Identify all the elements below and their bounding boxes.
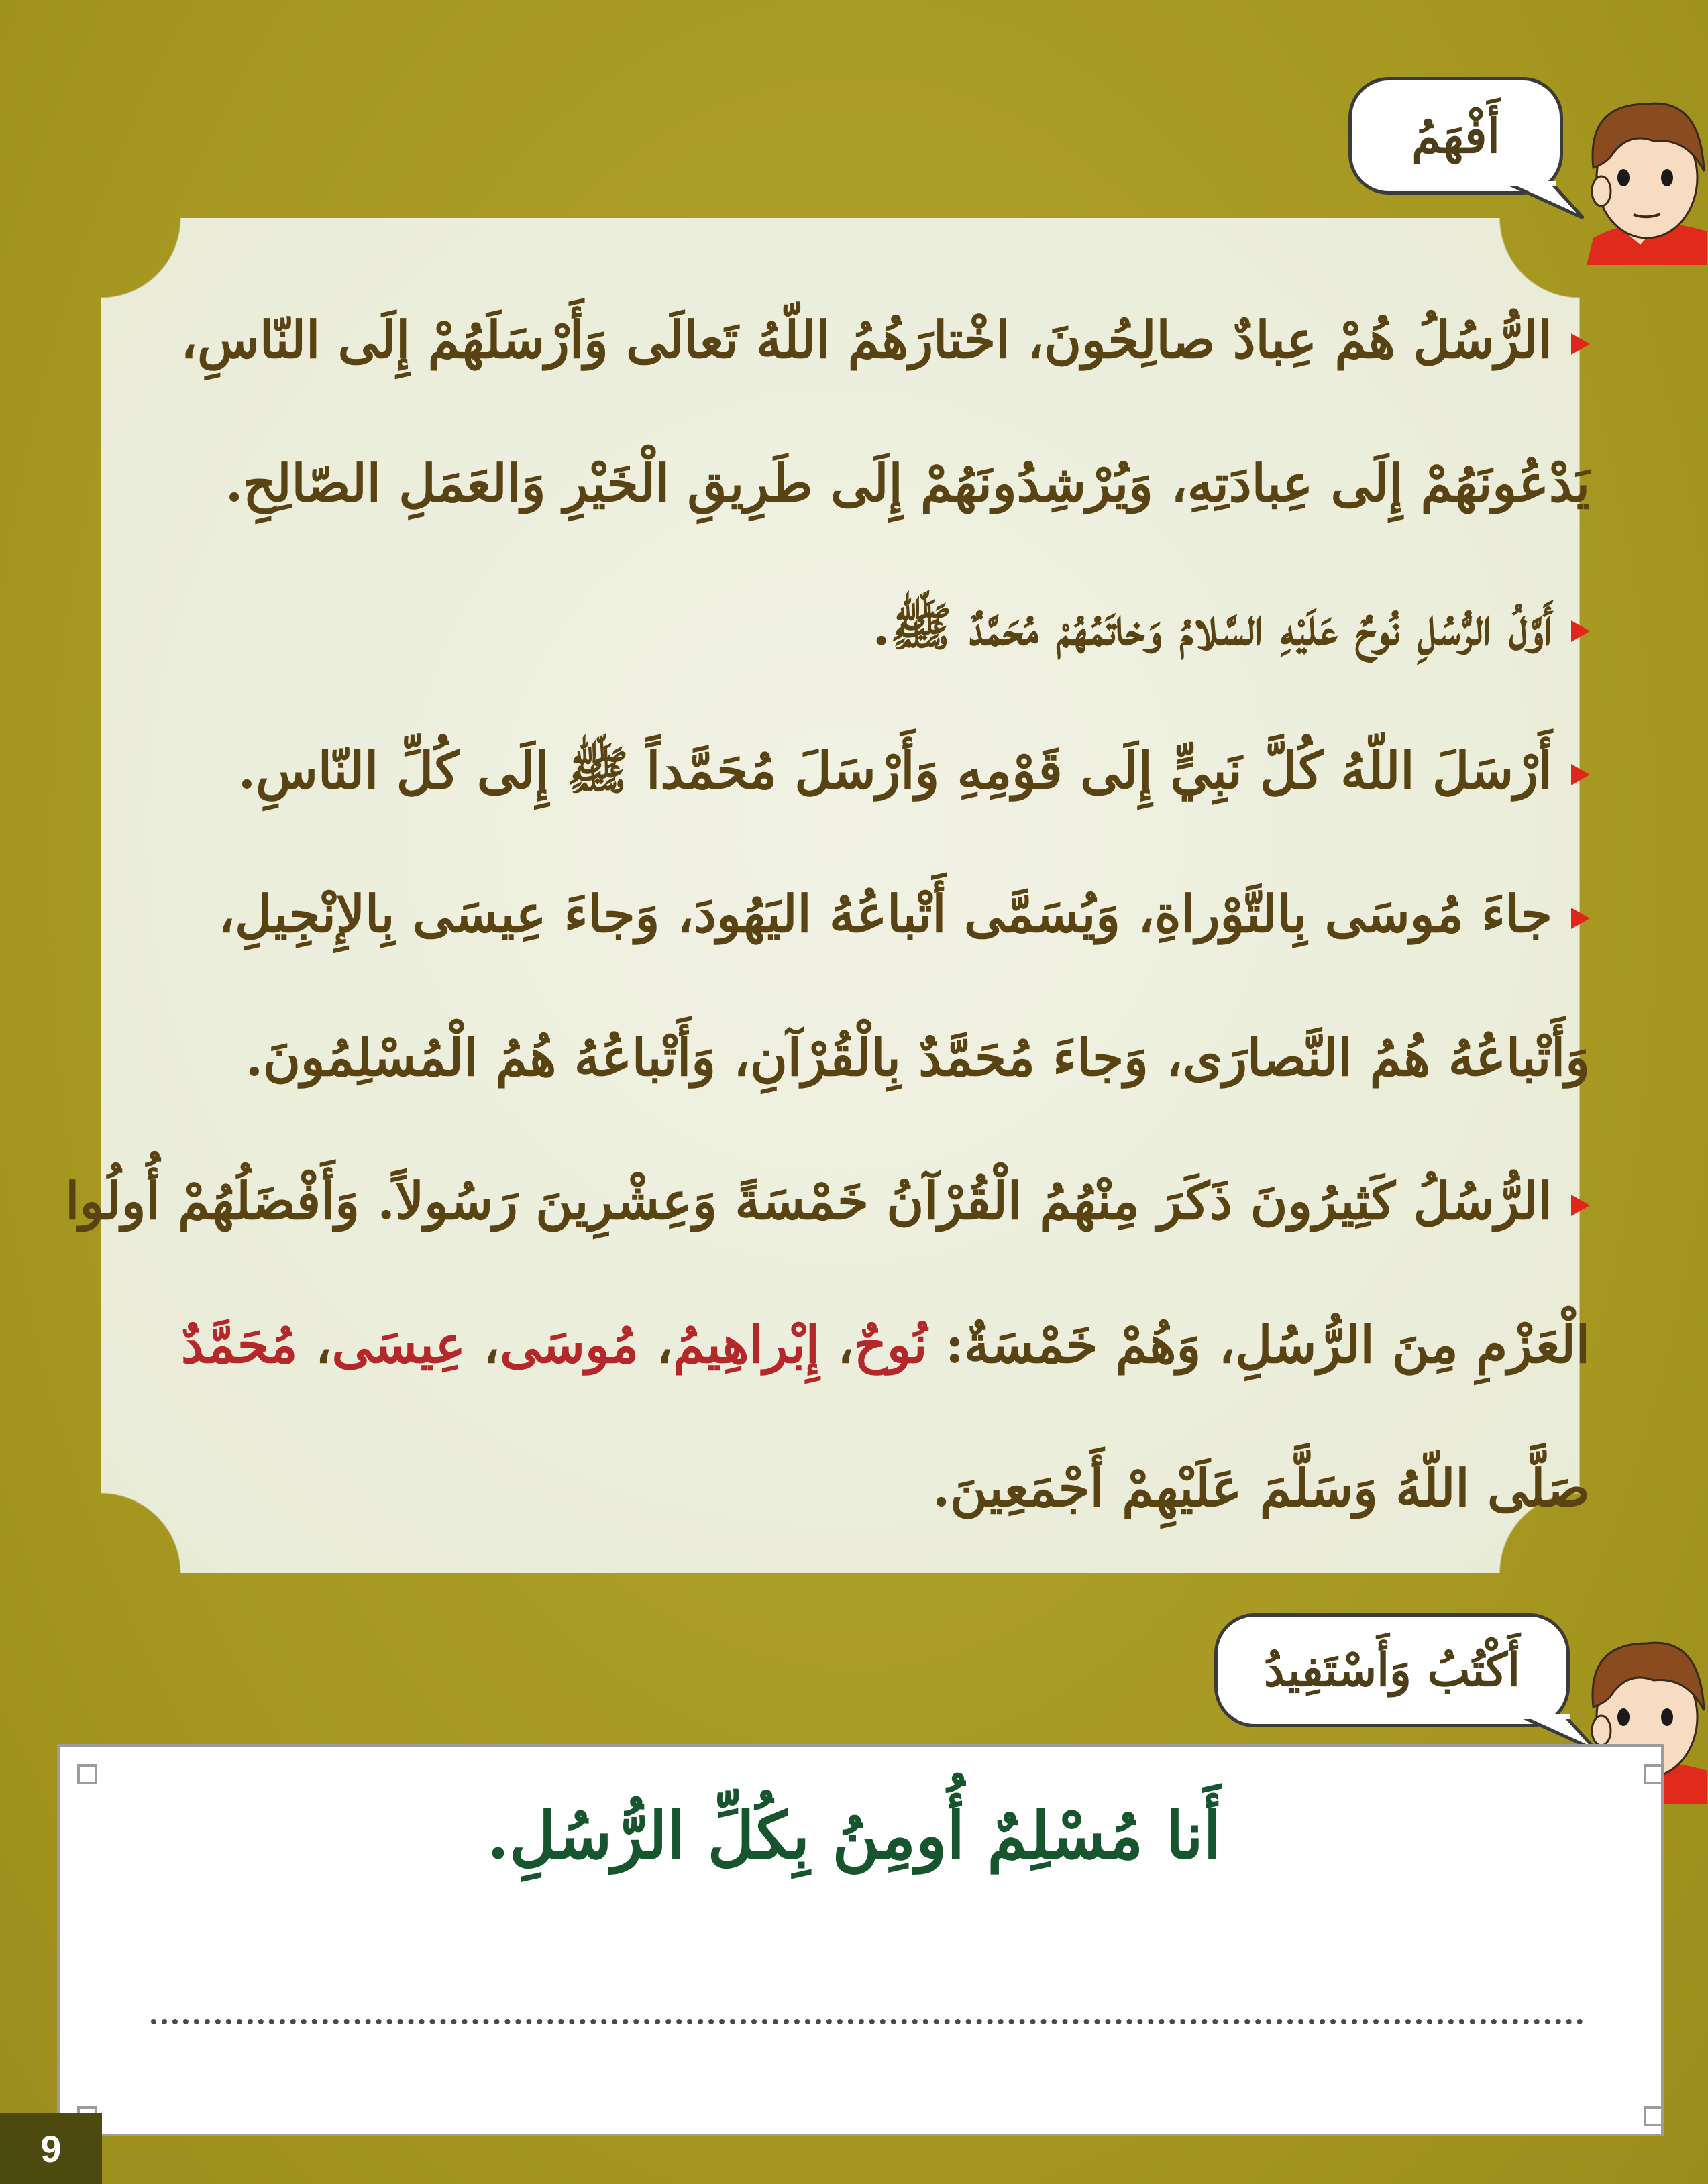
separator: ، — [638, 1315, 673, 1374]
model-sentence: أَنا مُسْلِمٌ أُومِنُ بِكُلِّ الرُّسُلِ. — [486, 1798, 1222, 1873]
bullet-arrow-icon — [1571, 1195, 1590, 1216]
prophet-name: عِيسَى — [331, 1315, 466, 1374]
boy-avatar-icon — [1573, 77, 1707, 265]
lesson-heading: أَفْهَمُ — [1411, 108, 1500, 164]
prophet-name: إِبْراهِيمُ — [672, 1315, 820, 1374]
write-heading-bubble — [1214, 1613, 1570, 1727]
bullet-continuation — [114, 412, 1590, 555]
bullet-arrow-icon — [1571, 333, 1590, 355]
bullet-text: أَوَّلُ الرُّسُلِ نُوحٌ عَلَيْهِ السَّلامُ وَخاتَمُهُمْ مُحَمَّدٌ ﷺ. — [872, 597, 1552, 657]
bullet-arrow-icon — [1571, 908, 1590, 929]
bullet-text: وَأَتْباعُهُ هُمُ النَّصارَى، وَجاءَ مُحَمَّدٌ بِالْقُرْآنِ، وَأَتْباعُهُ هُمُ الْمُسْلِمُونَ. — [245, 1028, 1590, 1087]
lesson-text — [65, 268, 1590, 1560]
bullet-arrow-icon — [1571, 764, 1590, 785]
bullet-item — [114, 699, 1590, 842]
corner-decoration — [1644, 2106, 1664, 2126]
prophet-name: نُوحٌ — [853, 1315, 928, 1374]
bullet-continuation — [114, 1417, 1590, 1560]
separator: ، — [297, 1315, 332, 1374]
bullet-text: صَلَّى اللّهُ وَسَلَّمَ عَلَيْهِمْ أَجْمَعِينَ. — [932, 1458, 1590, 1518]
lesson-heading-bubble — [1348, 77, 1563, 195]
bullet-item — [114, 268, 1590, 412]
bullet-item — [114, 842, 1590, 986]
bullet-item — [65, 1130, 1590, 1273]
write-heading: أَكْتُبُ وَأَسْتَفِيدُ — [1263, 1643, 1521, 1697]
corner-decoration — [77, 1764, 97, 1784]
bullet-item — [114, 555, 1590, 699]
bullet-text: يَدْعُونَهُمْ إِلَى عِبادَتِهِ، وَيُرْشِدُونَهُمْ إِلَى طَرِيقِ الْخَيْرِ وَالعَمَلِ الصّالِحِ. — [225, 453, 1590, 513]
prophet-name: مُوسَى — [499, 1315, 639, 1374]
bullet-text: جاءَ مُوسَى بِالتَّوْراةِ، وَيُسَمَّى أَتْباعُهُ اليَهُودَ، وَجاءَ عِيسَى بِالإِنْجِيلِ، — [218, 884, 1552, 944]
separator: ، — [465, 1315, 500, 1374]
bullet-continuation — [114, 986, 1590, 1130]
bullet-text: أَرْسَلَ اللّهُ كُلَّ نَبِيٍّ إِلَى قَوْمِهِ وَأَرْسَلَ مُحَمَّداً ﷺ إِلَى كُلِّ النّاسِ. — [237, 741, 1552, 800]
separator: ، — [819, 1315, 854, 1374]
bullet-continuation — [114, 1273, 1590, 1417]
bullet-text: الْعَزْمِ مِنَ الرُّسُلِ، وَهُمْ خَمْسَةٌ: — [945, 1315, 1590, 1374]
page-number: 9 — [0, 2113, 102, 2184]
prophet-name: مُحَمَّدٌ — [180, 1315, 298, 1374]
bullet-arrow-icon — [1571, 620, 1590, 642]
bullet-text: الرُّسُلُ هُمْ عِبادٌ صالِحُونَ، اخْتارَهُمُ اللّهُ تَعالَى وَأَرْسَلَهُمْ إِلَى النّاسِ، — [180, 310, 1552, 370]
corner-decoration — [1644, 1764, 1664, 1784]
bullet-text: الرُّسُلُ كَثِيرُونَ ذَكَرَ مِنْهُمُ الْقُرْآنُ خَمْسَةً وَعِشْرِينَ رَسُولاً. وَأَفْضَلُهُمْ أُولُوا — [65, 1171, 1552, 1231]
writing-line[interactable] — [151, 2019, 1583, 2024]
